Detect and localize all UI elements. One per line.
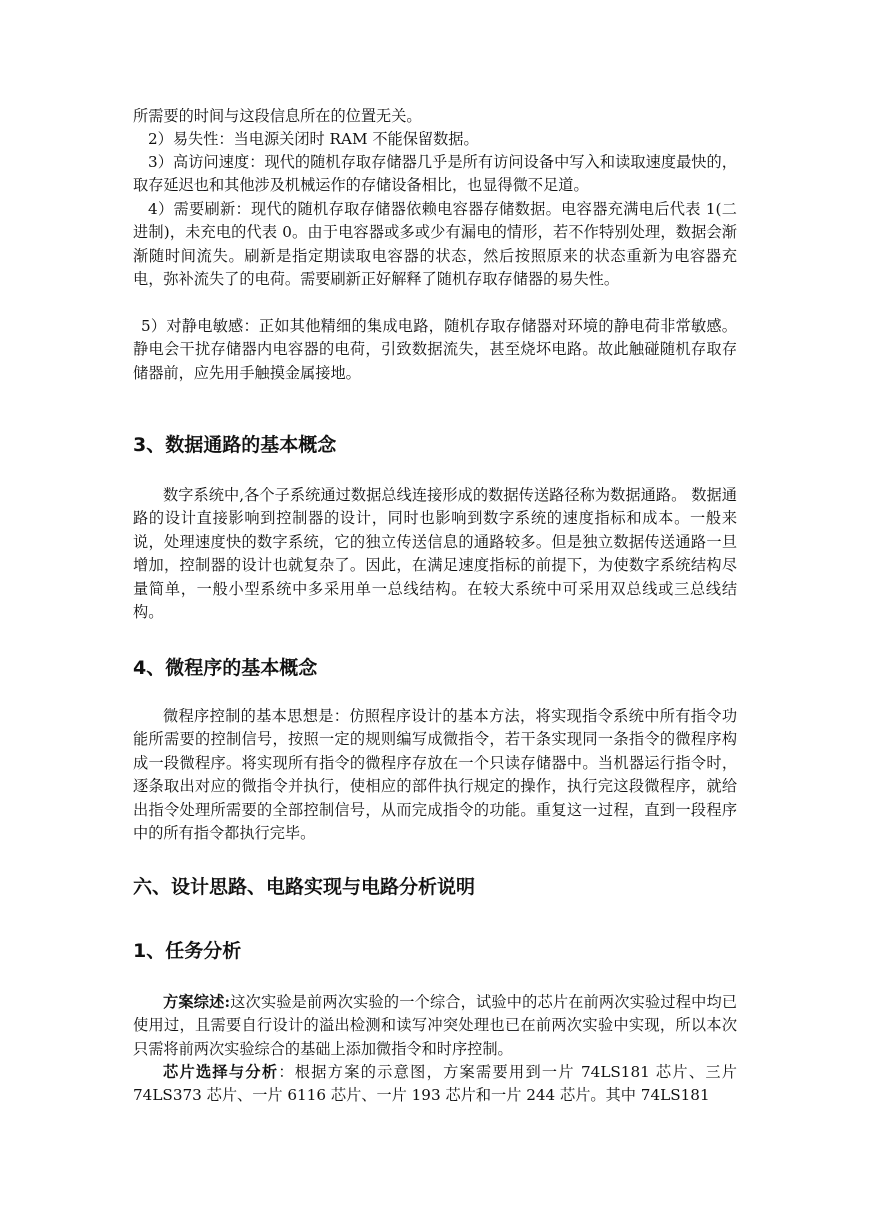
section4-heading: 4、微程序的基本概念 (133, 657, 318, 679)
chip-selection-label: 芯片选择与分析 (163, 1063, 279, 1081)
section3-heading: 3、数据通路的基本概念 (133, 434, 337, 456)
section4-paragraph: 微程序控制的基本思想是：仿照程序设计的基本方法，将实现指令系统中所有指令功能所需要的控制信号，按照一定的规则编写成微指令，若干条实现同一条指令的微程序构成一段微程序。将实现所有指令的微程序存放在一个只读存储器中。当机器运行指令时，逐条取出对应的微指令并执行，使相应的部件执行规定的操作，执行完这段微程序，就给出指令处理所需要的全部控制信号，从而完成指令的功能。重复这一过程，直到一段程序中的所有指令都执行完毕。 (133, 707, 737, 843)
property-volatility: 2）易失性：当电源关闭时 RAM 不能保留数据。 (148, 130, 479, 148)
plan-summary-text: 这次实验是前两次实验的一个综合，试验中的芯片在前两次实验过程中均已使用过，且需要自行设计的溢出检测和读写冲突处理也已在前两次实验中实现，所以本次只需将前两次实验综合的基础上添加微指令和时序控制。 (133, 993, 738, 1058)
plan-summary-label: 方案综述: (163, 993, 231, 1011)
chip-selection-paragraph (133, 1061, 737, 1108)
section3-paragraph: 数字系统中,各个子系统通过数据总线连接形成的数据传送路径称为数据通路。 数据通路的设计直接影响到控制器的设计，同时也影响到数字系统的速度指标和成本。一般来说，处理速度快的数字系统，它的独立传送信息的通路较多。但是独立数据传送通路一旦增加，控制器的设计也就复杂了。因此，在满足速度指标的前提下，为使数字系统结构尽量简单，一般小型系统中多采用单一总线结构。在较大系统中可采用双总线或三总线结构。 (133, 486, 737, 622)
chapter6-heading: 六、设计思路、电路实现与电路分析说明 (133, 876, 476, 898)
task-analysis-heading: 1、任务分析 (133, 940, 242, 962)
property-static-sensitive: 5）对静电敏感：正如其他精细的集成电路，随机存取存储器对环境的静电荷非常敏感。静电会干扰存储器内电容器的电荷，引致数据流失，甚至烧坏电路。故此触碰随机存取存储器前，应先用手触摸金属接地。 (133, 317, 737, 382)
intro-tail-paragraph: 所需要的时间与这段信息所在的位置无关。 (133, 107, 422, 125)
chip-selection-text: ：根据方案的示意图，方案需要用到一片 74LS181 芯片、三片 74LS373 芯片、一片 6116 芯片、一片 193 芯片和一片 244 芯片。其中 74LS181 (133, 1063, 737, 1105)
plan-summary-paragraph (133, 991, 737, 1061)
property-refresh: 4）需要刷新：现代的随机存取存储器依赖电容器存储数据。电容器充满电后代表 1(二进制)，未充电的代表 0。由于电容器或多或少有漏电的情形，若不作特别处理，数据会渐渐随时间流失。刷新是指定期读取电容器的状态，然后按照原来的状态重新为电容器充电，弥补流失了的电荷。需要刷新正好解释了随机存取存储器的易失性。 (133, 200, 737, 289)
property-high-speed: 3）高访问速度：现代的随机存取存储器几乎是所有访问设备中写入和读取速度最快的，取存延迟也和其他涉及机械运作的存储设备相比，也显得微不足道。 (133, 153, 737, 195)
